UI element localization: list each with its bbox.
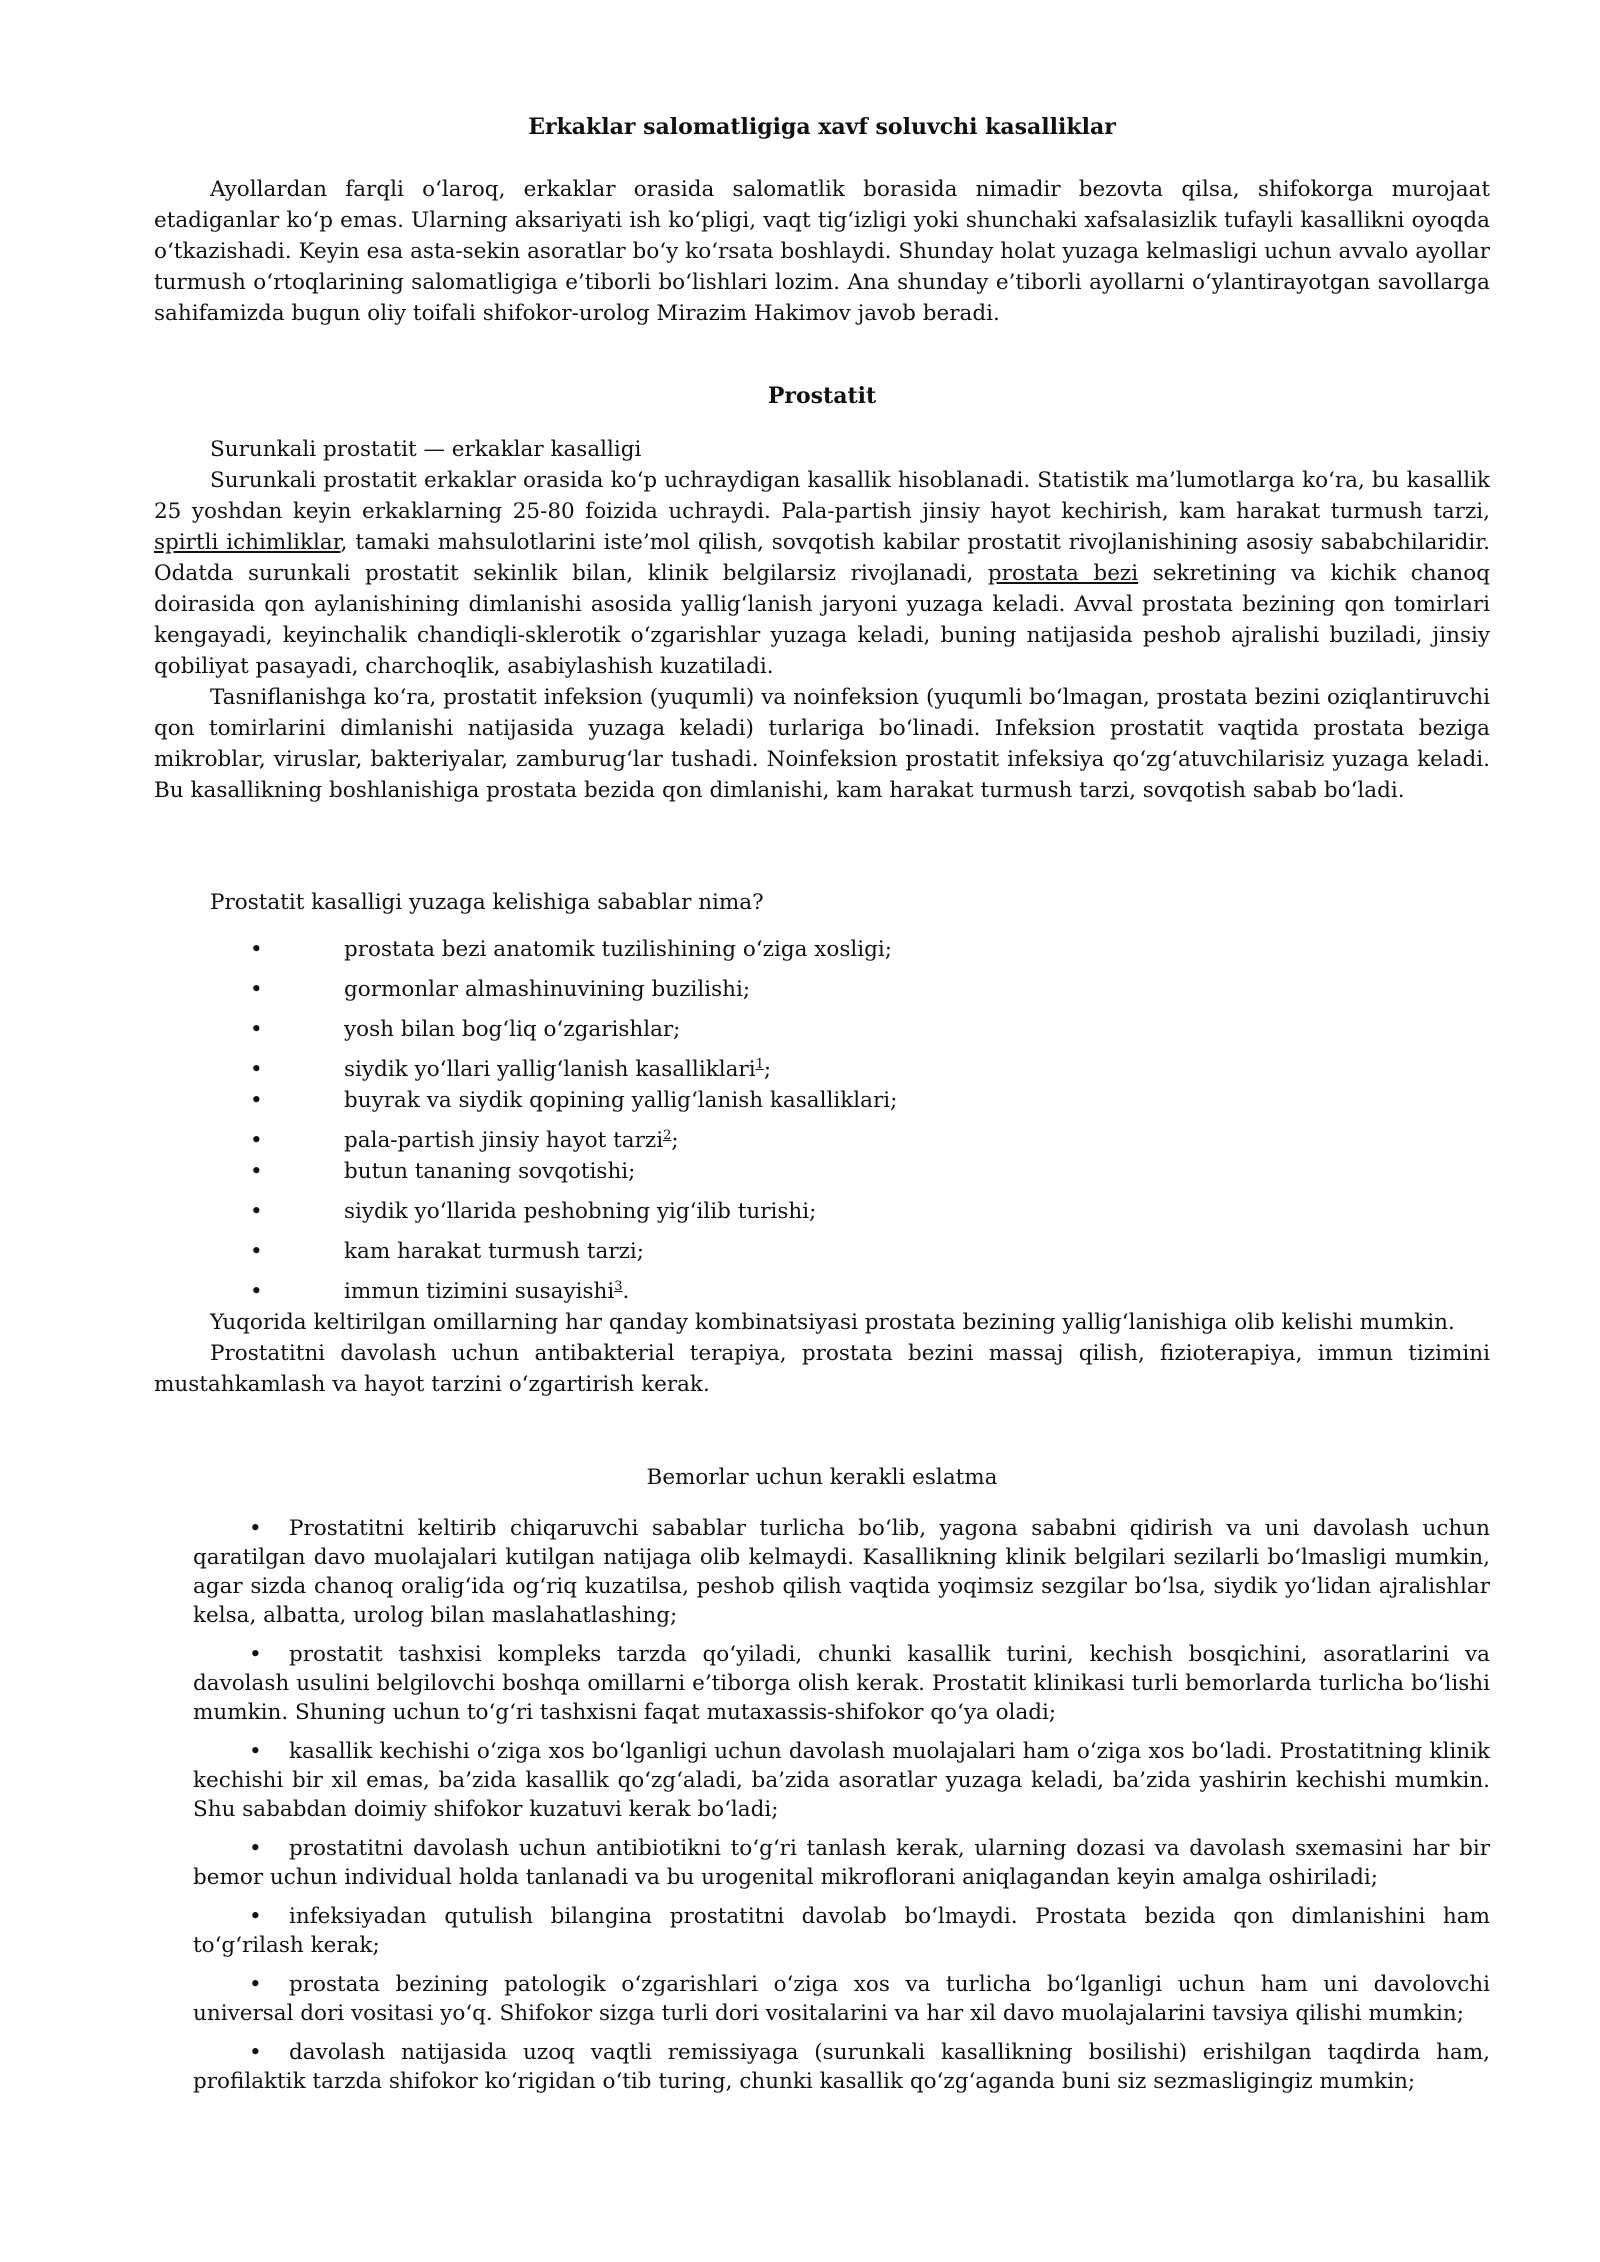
reminder-item: [193, 1970, 1490, 2028]
cause-text: butun tananing sovqotishi;: [344, 1159, 636, 1184]
bullet-icon: •: [250, 1159, 263, 1184]
link-prostata-bezi[interactable]: prostata bezi: [987, 561, 1139, 586]
footnote-ref[interactable]: 3: [614, 1278, 623, 1294]
prostatit-section: [154, 434, 1490, 806]
reminder-item: [193, 1640, 1490, 1727]
prostatit-paragraph-2: Tasniflanishga ko‘ra, prostatit infeksion (yuqumli) va noinfeksion (yuqumli bo‘lmagan, prostata bezini oziqlantiruvchi qon tomirlarini dimlanishi natijasida yuzaga keladi) turlariga bo‘linadi. Infeksion prostatit vaqtida prostata beziga mikroblar, viruslar, bakteriyalar, zamburug‘lar tushadi. Noinfeksion prostatit infeksiya qo‘zg‘atuvchilarisiz yuzaga keladi. Bu kasallikning boshlanishiga prostata bezida qon dimlanishi, kam harakat turmush tarzi, sovqotish sabab bo‘ladi.: [154, 685, 1490, 803]
cause-item: [154, 1125, 1490, 1156]
reminder-list: [193, 1514, 1490, 2096]
cause-punctuation: ;: [763, 1057, 772, 1082]
cause-item: [154, 1196, 1490, 1227]
footnote-ref[interactable]: 2: [663, 1127, 672, 1143]
cause-item: [154, 1014, 1490, 1045]
cause-punctuation: ;: [671, 1128, 679, 1153]
bullet-icon: •: [249, 1516, 262, 1541]
paragraph-text: sekretining va kichik chanoq doirasida qon aylanishining dimlanishi asosida yallig‘lanish jaryoni yuzaga keladi. Avval prostata bezining qon tomirlari kengayadi, keyinchalik chandiqli-sklerotik o‘zgarishlar yuzaga keladi, buning natijasida peshob ajralishi buziladi, jinsiy qobiliyat pasayadi, charchoqlik, asabiylashish kuzatiladi.: [154, 561, 1490, 679]
paragraph-text: , tamaki mahsulotlarini iste’mol qilish, sovqotish kabilar prostatit rivojlanishining asosiy sababchilaridir. Odatda surunkali prostatit sekinlik bilan, klinik belgilarsiz rivojlanadi,: [154, 530, 1490, 586]
reminder-item: [193, 1737, 1490, 1824]
bullet-icon: •: [250, 977, 263, 1002]
treatment-paragraph: Prostatitni davolash uchun antibakterial terapiya, prostata bezini massaj qilish, fizioterapiya, immun tizimini mustahkamlash va hayot tarzini o‘zgartirish kerak.: [154, 1341, 1490, 1397]
cause-item: [154, 1276, 1490, 1307]
link-spirtli-ichimliklar[interactable]: spirtli ichimliklar: [154, 530, 341, 555]
bullet-icon: •: [249, 1642, 262, 1667]
bullet-icon: •: [250, 1199, 263, 1224]
reminder-item: [193, 1834, 1490, 1892]
reminder-text: Prostatitni keltirib chiqaruvchi sabablar turlicha bo‘lib, yagona sababni qidirish va uni davolash uchun qaratilgan davo muolajalari kutilgan natijaga olib kelmaydi. Kasallikning klinik belgilari sezilarli bo‘lmasligi mumkin, agar sizda chanoq oralig‘ida og‘riq kuzatilsa, peshob qilish vaqtida yoqimsiz sezgilar bo‘lsa, siydik yo‘lidan ajralishlar kelsa, albatta, urolog bilan maslahatlashing;: [193, 1516, 1490, 1628]
paragraph-text: Surunkali prostatit erkaklar orasida ko‘p uchraydigan kasallik hisoblanadi. Statistik ma’lumotlarga ko‘ra, bu kasallik 25 yoshdan keyin erkaklarning 25-80 foizida uchraydi. Pala-partish jinsiy hayot kechirish, kam harakat turmush tarzi,: [154, 468, 1490, 524]
cause-text: kam harakat turmush tarzi;: [344, 1239, 645, 1264]
cause-item: [154, 934, 1490, 965]
cause-item: [154, 1236, 1490, 1267]
causes-list: [154, 934, 1490, 1307]
reminder-text: kasallik kechishi o‘ziga xos bo‘lganligi uchun davolash muolajalari ham o‘ziga xos bo‘ladi. Prostatitning klinik kechishi bir xil emas, ba’zida kasallik qo‘zg‘aladi, ba’zida asoratlar yuzaga keladi, ba’zida yashirin kechishi mumkin. Shu sababdan doimiy shifokor kuzatuvi kerak bo‘ladi;: [193, 1739, 1490, 1822]
bullet-icon: •: [249, 1904, 262, 1929]
title-block: [154, 112, 1490, 142]
cause-text: siydik yo‘llarida peshobning yig‘ilib turishi;: [344, 1199, 817, 1224]
cause-text: gormonlar almashinuvining buzilishi;: [344, 977, 751, 1002]
bullet-icon: •: [250, 1088, 263, 1113]
prostatit-subheading: Surunkali prostatit — erkaklar kasalligi: [210, 437, 642, 462]
bullet-icon: •: [250, 1279, 263, 1304]
document-title: Erkaklar salomatligiga xavf soluvchi kasalliklar: [528, 114, 1116, 140]
section-heading-reminder: Bemorlar uchun kerakli eslatma: [646, 1465, 998, 1490]
bullet-icon: •: [249, 2040, 262, 2065]
reminder-text: infeksiyadan qutulish bilangina prostatitni davolab bo‘lmaydi. Prostata bezida qon dimlanishini ham to‘g‘rilash kerak;: [193, 1904, 1490, 1958]
reminder-text: davolash natijasida uzoq vaqtli remissiyaga (surunkali kasallikning bosilishi) erishilgan taqdirda ham, profilaktik tarzda shifokor ko‘rigidan o‘tib turing, chunki kasallik qo‘zg‘aganda buni siz sezmasligingiz mumkin;: [193, 2040, 1490, 2094]
causes-question: Prostatit kasalligi yuzaga kelishiga sabablar nima?: [210, 890, 764, 915]
cause-text: prostata bezi anatomik tuzilishining o‘ziga xosligi;: [344, 937, 892, 962]
reminder-text: prostatit tashxisi kompleks tarzda qo‘yiladi, chunki kasallik turini, kechish bosqichini, asoratlarini va davolash usulini belgilovchi boshqa omillarni e’tiborga olish kerak. Prostatit klinikasi turli bemorlarda turlicha bo‘lishi mumkin. Shuning uchun to‘g‘ri tashxisni faqat mutaxassis-shifokor qo‘ya oladi;: [193, 1642, 1490, 1725]
reminder-item: [193, 1514, 1490, 1630]
prostatit-heading-block: [154, 381, 1490, 411]
cause-text: buyrak va siydik qopining yallig‘lanish kasalliklari;: [344, 1088, 898, 1113]
footnote-ref[interactable]: 1: [755, 1056, 764, 1072]
bullet-icon: •: [250, 1017, 263, 1042]
reminder-item: [193, 1902, 1490, 1960]
bullet-icon: •: [250, 937, 263, 962]
cause-text: siydik yo‘llari yallig‘lanish kasalliklari: [344, 1057, 756, 1082]
bullet-icon: •: [250, 1057, 263, 1082]
bullet-icon: •: [250, 1239, 263, 1264]
reminder-text: prostatitni davolash uchun antibiotikni to‘g‘ri tanlash kerak, ularning dozasi va davolash sxemasini har bir bemor uchun individual holda tanlanadi va bu urogenital mikroflorani aniqlagandan keyin amalga oshiriladi;: [193, 1836, 1490, 1890]
intro-block: [154, 174, 1490, 329]
causes-summary: Yuqorida keltirilgan omillarning har qanday kombinatsiyasi prostata bezining yallig‘lanishiga olib kelishi mumkin.: [210, 1310, 1455, 1335]
causes-section: [154, 887, 1490, 1400]
reminder-heading-block: [154, 1463, 1490, 1493]
bullet-icon: •: [249, 1836, 262, 1861]
cause-text: yosh bilan bog‘liq o‘zgarishlar;: [344, 1017, 681, 1042]
cause-item: [154, 974, 1490, 1005]
cause-text: pala-partish jinsiy hayot tarzi: [344, 1128, 664, 1153]
bullet-icon: •: [250, 1128, 263, 1153]
cause-punctuation: .: [622, 1279, 630, 1304]
intro-paragraph: Ayollardan farqli o‘laroq, erkaklar orasida salomatlik borasida nimadir bezovta qilsa, shifokorga murojaat etadiganlar ko‘p emas. Ularning aksariyati ish ko‘pligi, vaqt tig‘izligi yoki shunchaki xafsalasizlik tufayli kasallikni oyoqda o‘tkazishadi. Keyin esa asta-sekin asoratlar bo‘y ko‘rsata boshlaydi. Shunday holat yuzaga kelmasligi uchun avvalo ayollar turmush o‘rtoqlarining salomatligiga e’tiborli bo‘lishlari lozim. Ana shunday e’tiborli ayollarni o‘ylantirayotgan savollarga sahifamizda bugun oliy toifali shifokor-urolog Mirazim Hakimov javob beradi.: [154, 177, 1490, 326]
cause-item: [154, 1054, 1490, 1085]
cause-text: immun tizimini susayishi: [344, 1279, 615, 1304]
reminder-text: prostata bezining patologik o‘zgarishlari o‘ziga xos va turlicha bo‘lganligi uchun ham uni davolovchi universal dori vositasi yo‘q. Shifokor sizga turli dori vositalarini va har xil davo muolajalarini tavsiya qilishi mumkin;: [193, 1972, 1490, 2026]
cause-item: [154, 1156, 1490, 1187]
section-heading-prostatit: Prostatit: [767, 383, 877, 409]
bullet-icon: •: [249, 1972, 262, 1997]
prostatit-paragraph-1: [154, 465, 1490, 682]
cause-item: [154, 1085, 1490, 1116]
bullet-icon: •: [249, 1739, 262, 1764]
reminder-item: [193, 2038, 1490, 2096]
